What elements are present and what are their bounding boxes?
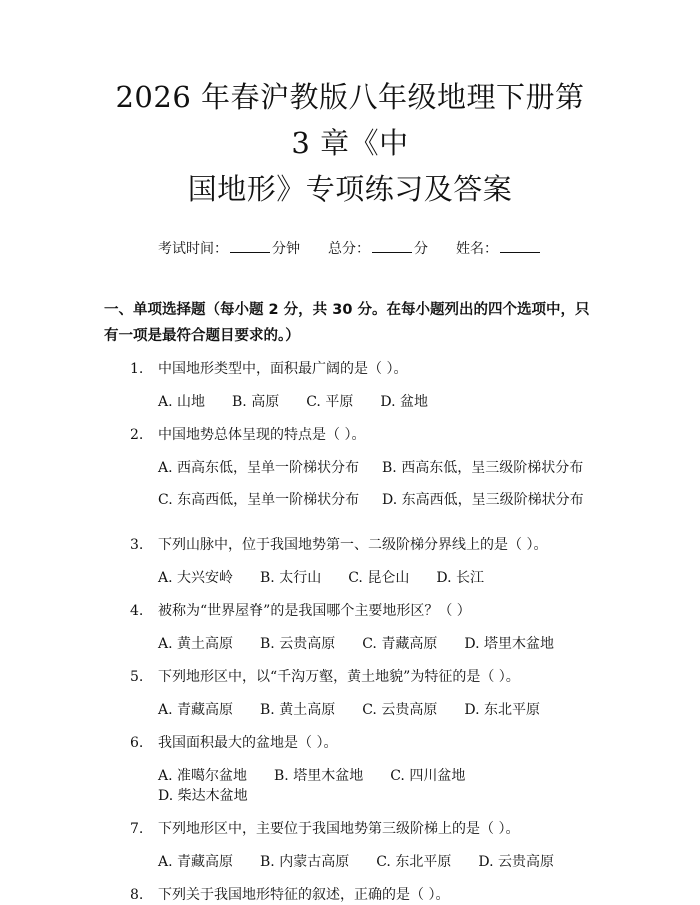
question-text: 中国地势总体呈现的特点是（ ）。 <box>158 427 366 443</box>
question-text: 我国面积最大的盆地是（ ）。 <box>158 735 338 751</box>
option-group <box>104 634 596 654</box>
option-group <box>104 568 596 588</box>
answer-option[interactable]: C. 昆仑山 <box>348 570 410 586</box>
answer-option[interactable]: C. 东高西低，呈单一阶梯状分布 <box>158 492 360 508</box>
exam-meta <box>104 238 596 259</box>
answer-option[interactable]: A. 青藏高原 <box>158 702 234 718</box>
option-row <box>158 490 606 510</box>
option-group <box>104 458 596 522</box>
question-text: 被称为“世界屋脊”的是我国哪个主要地形区？（ ） <box>158 603 471 619</box>
question-stem <box>104 733 596 753</box>
answer-option[interactable]: C. 青藏高原 <box>362 636 438 652</box>
answer-option[interactable]: D. 东高西低，呈三级阶梯状分布 <box>382 492 584 508</box>
question-number: 6. <box>130 735 144 751</box>
question-stem <box>104 359 596 379</box>
answer-option[interactable]: D. 塔里木盆地 <box>464 636 554 652</box>
answer-option[interactable]: B. 云贵高原 <box>260 636 336 652</box>
answer-option[interactable]: A. 西高东低，呈单一阶梯状分布 <box>158 460 360 476</box>
question-number: 2. <box>130 427 144 443</box>
question-stem <box>104 819 596 839</box>
question-item <box>104 885 596 905</box>
question-stem <box>104 535 596 555</box>
answer-option[interactable]: A. 黄土高原 <box>158 636 234 652</box>
option-group <box>104 766 596 806</box>
answer-option[interactable]: C. 平原 <box>306 394 354 410</box>
question-number: 8. <box>130 887 144 903</box>
answer-option[interactable]: A. 大兴安岭 <box>158 570 234 586</box>
answer-option[interactable]: D. 长江 <box>436 570 484 586</box>
question-stem <box>104 667 596 687</box>
document-title <box>104 0 596 212</box>
question-number: 1. <box>130 361 144 377</box>
answer-option[interactable]: B. 西高东低，呈三级阶梯状分布 <box>382 460 584 476</box>
question-text: 下列关于我国地形特征的叙述，正确的是（ ）。 <box>158 887 450 903</box>
exam-time: 考试时间： 分钟 <box>158 238 300 259</box>
answer-option[interactable]: D. 东北平原 <box>464 702 540 718</box>
question-text: 下列地形区中，主要位于我国地势第三级阶梯上的是（ ）。 <box>158 821 520 837</box>
answer-option[interactable]: B. 内蒙古高原 <box>260 854 350 870</box>
score-blank[interactable] <box>372 238 412 253</box>
option-group <box>104 392 596 412</box>
answer-option[interactable]: B. 太行山 <box>260 570 322 586</box>
question-number: 5. <box>130 669 144 685</box>
question-text: 中国地形类型中，面积最广阔的是（ ）。 <box>158 361 408 377</box>
question-item <box>104 733 596 806</box>
answer-option[interactable]: C. 云贵高原 <box>362 702 438 718</box>
question-stem <box>104 601 596 621</box>
answer-option[interactable]: A. 山地 <box>158 394 206 410</box>
section-heading: 一、单项选择题（每小题 2 分，共 30 分。在每小题列出的四个选项中，只有一项是最符合题目要求的。） <box>104 302 590 344</box>
answer-option[interactable]: C. 四川盆地 <box>390 768 466 784</box>
answer-option[interactable]: D. 柴达木盆地 <box>158 788 248 804</box>
question-item <box>104 819 596 872</box>
title-line-1: 2026 年春沪教版八年级地理下册第 3 章《中 <box>115 80 585 160</box>
student-name: 姓名： <box>456 238 542 259</box>
question-item <box>104 535 596 588</box>
question-text: 下列地形区中，以“千沟万壑，黄土地貌”为特征的是（ ）。 <box>158 669 520 685</box>
answer-option[interactable]: B. 高原 <box>232 394 280 410</box>
question-text: 下列山脉中，位于我国地势第一、二级阶梯分界线上的是（ ）。 <box>158 537 548 553</box>
answer-option[interactable]: B. 黄土高原 <box>260 702 336 718</box>
answer-option[interactable]: A. 准噶尔盆地 <box>158 768 248 784</box>
answer-option[interactable]: A. 青藏高原 <box>158 854 234 870</box>
option-group <box>104 700 596 720</box>
time-blank[interactable] <box>230 238 270 253</box>
name-blank[interactable] <box>500 238 540 253</box>
option-group <box>104 852 596 872</box>
question-list <box>104 359 596 905</box>
answer-option[interactable]: D. 云贵高原 <box>478 854 554 870</box>
answer-option[interactable]: B. 塔里木盆地 <box>274 768 364 784</box>
question-stem <box>104 885 596 905</box>
question-number: 3. <box>130 537 144 553</box>
question-item <box>104 359 596 412</box>
title-line-2: 国地形》专项练习及答案 <box>187 172 513 206</box>
question-item <box>104 425 596 522</box>
question-number: 7. <box>130 821 144 837</box>
question-item <box>104 667 596 720</box>
answer-option[interactable]: C. 东北平原 <box>376 854 452 870</box>
question-number: 4. <box>130 603 144 619</box>
question-stem <box>104 425 596 445</box>
option-row <box>158 458 606 478</box>
question-item <box>104 601 596 654</box>
answer-option[interactable]: D. 盆地 <box>380 394 428 410</box>
total-score: 总分： 分 <box>328 238 428 259</box>
